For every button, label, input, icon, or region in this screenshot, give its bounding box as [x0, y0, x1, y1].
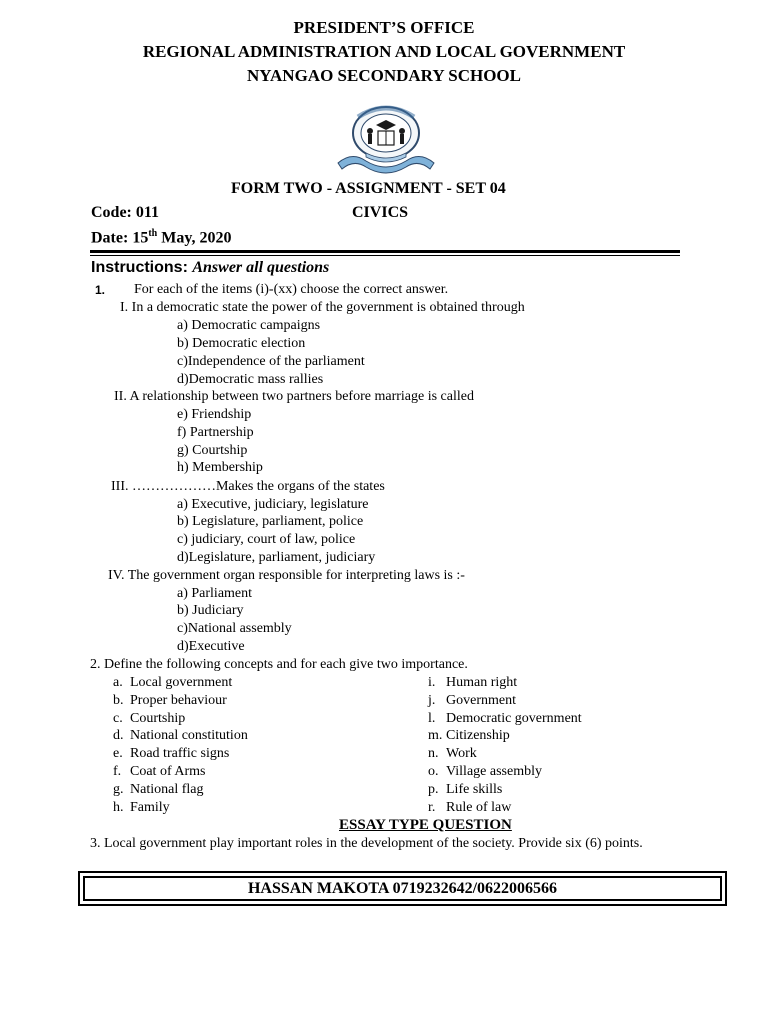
q1-item-4-option: d)Executive — [177, 639, 245, 654]
header-line-2: REGIONAL ADMINISTRATION AND LOCAL GOVERNMENT — [142, 42, 626, 61]
q2-right-item: o. Village assembly — [428, 764, 542, 779]
divider-thick — [90, 250, 680, 253]
q2-left-item: a. Local government — [113, 675, 233, 690]
footer-text: HASSAN MAKOTA 0719232642/0622006566 — [83, 876, 722, 901]
q1-item-1-option: c)Independence of the parliament — [177, 354, 365, 369]
q2-left-item: c. Courtship — [113, 711, 186, 726]
q1-item-2-stem: II. A relationship between two partners before marriage is called — [114, 389, 474, 404]
q1-item-3-option: d)Legislature, parliament, judiciary — [177, 550, 376, 565]
q1-item-2-option: g) Courtship — [177, 443, 248, 458]
q1-item-2-option: f) Partnership — [177, 425, 254, 440]
code-label: Code: 011 — [91, 204, 159, 221]
q1-intro: For each of the items (i)-(xx) choose the correct answer. — [134, 282, 449, 297]
q1-item-4-option: b) Judiciary — [177, 603, 244, 618]
school-logo — [332, 103, 440, 175]
q2-right-item: r. Rule of law — [428, 800, 512, 815]
header-line-3: NYANGAO SECONDARY SCHOOL — [247, 66, 521, 85]
q2-left-item: b. Proper behaviour — [113, 693, 227, 708]
q1-item-3-option: b) Legislature, parliament, police — [177, 514, 364, 529]
q1-item-4-option: a) Parliament — [177, 586, 253, 601]
q2-stem: 2. Define the following concepts and for each give two importance. — [90, 657, 468, 672]
subject-label: CIVICS — [352, 204, 409, 221]
q2-left-item: f. Coat of Arms — [113, 764, 206, 779]
q1-item-3-option: a) Executive, judiciary, legislature — [177, 497, 369, 512]
q2-left-item: e. Road traffic signs — [113, 746, 230, 761]
q2-right-item: p. Life skills — [428, 782, 503, 797]
q1-item-1-stem: I. In a democratic state the power of the government is obtained through — [120, 300, 525, 315]
q2-left-item: g. National flag — [113, 782, 204, 797]
q2-left-item: d. National constitution — [113, 728, 248, 743]
q3-text: 3. Local government play important roles in the development of the society. Provide six (6) points. — [90, 836, 643, 851]
q1-item-1-option: a) Democratic campaigns — [177, 318, 321, 333]
divider-thin — [90, 255, 680, 256]
q2-left-item: h. Family — [113, 800, 170, 815]
q1-item-2-option: e) Friendship — [177, 407, 252, 422]
instructions: Instructions: Answer all questions — [91, 259, 330, 276]
header-line-1: PRESIDENT’S OFFICE — [293, 18, 475, 37]
footer-box — [78, 871, 727, 906]
date-label: Date: 15th May, 2020 — [91, 228, 232, 247]
q1-item-3-stem: III. ………………Makes the organs of the states — [111, 479, 385, 494]
q1-item-3-option: c) judiciary, court of law, police — [177, 532, 356, 547]
q1-item-1-option: d)Democratic mass rallies — [177, 372, 324, 387]
q2-right-item: i. Human right — [428, 675, 518, 690]
assignment-title: FORM TWO - ASSIGNMENT - SET 04 — [231, 180, 506, 197]
q1-item-4-option: c)National assembly — [177, 621, 292, 636]
q2-right-item: n. Work — [428, 746, 477, 761]
q2-right-item: l. Democratic government — [428, 711, 582, 726]
essay-heading: ESSAY TYPE QUESTION — [339, 817, 512, 833]
q1-item-1-option: b) Democratic election — [177, 336, 306, 351]
q2-right-item: m. Citizenship — [428, 728, 510, 743]
q1-item-4-stem: IV. The government organ responsible for interpreting laws is :- — [108, 568, 465, 583]
q1-number: 1. — [95, 283, 106, 297]
q1-item-2-option: h) Membership — [177, 460, 263, 475]
q2-right-item: j. Government — [428, 693, 516, 708]
